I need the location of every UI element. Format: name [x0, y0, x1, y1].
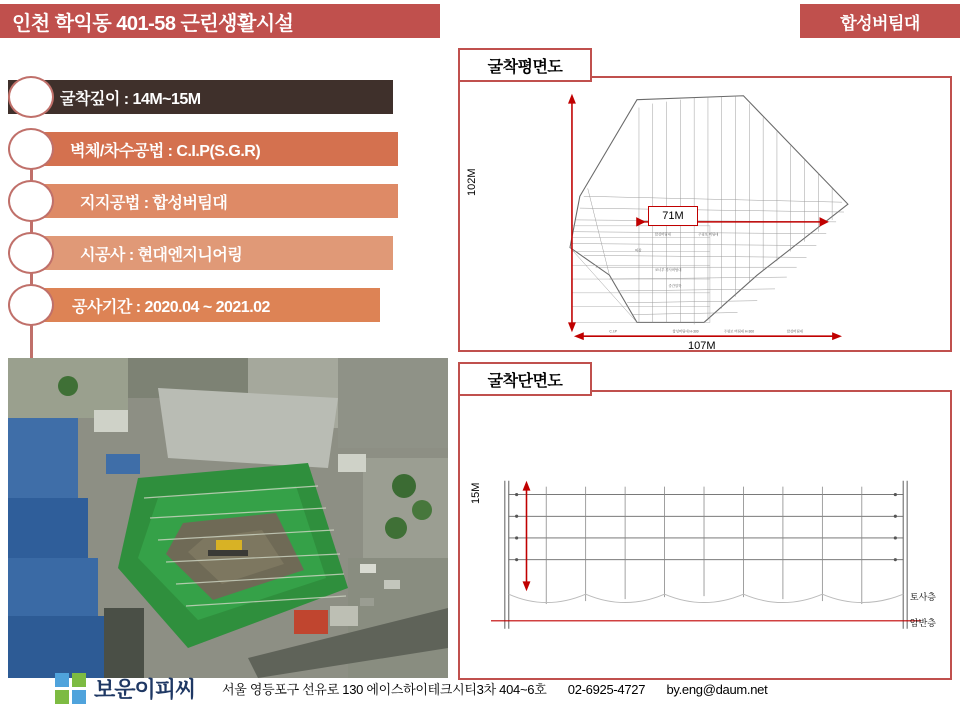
footer: [0, 668, 960, 714]
project-title-bar: [0, 4, 440, 38]
svg-text:띠장: 띠장: [635, 248, 642, 253]
plan-horizontal-dimension: 107M: [688, 340, 716, 352]
footer-address: 서울 영등포구 선유로 130 에이스하이테크시티3차 404~6호: [222, 682, 547, 697]
list-item: [20, 288, 380, 322]
tab-plan-label: 굴착평면도: [487, 58, 563, 76]
method-badge: [800, 4, 960, 38]
project-info-list: [8, 76, 458, 346]
svg-text:주형보 버팀대 H-300: 주형보 버팀대 H-300: [723, 329, 755, 334]
footer-email: by.eng@daum.net: [666, 682, 768, 697]
logo-icon: [55, 673, 86, 704]
section-vertical-dimension: 15M: [470, 482, 482, 504]
svg-text:합성버팀대 H-300: 합성버팀대 H-300: [672, 329, 699, 334]
svg-text:중간말뚝: 중간말뚝: [668, 283, 682, 288]
tab-section-label: 굴착단면도: [487, 372, 563, 390]
site-photo-svg: [8, 358, 448, 678]
footer-phone: 02-6925-4727: [567, 682, 646, 697]
list-item: [18, 132, 398, 166]
bullet-circle: [8, 128, 54, 170]
info-bar-contractor: 시공사 : 현대엔지니어링: [28, 236, 393, 270]
svg-text:합성버팀대: 합성버팀대: [786, 329, 803, 334]
svg-text:주형보 버팀대: 주형보 버팀대: [698, 232, 719, 237]
svg-text:코너부 경사버팀대: 코너부 경사버팀대: [654, 268, 682, 273]
company-logo: [55, 673, 195, 704]
tab-section-drawing[interactable]: [458, 362, 592, 396]
info-bar-period: 공사기간 : 2020.04 ~ 2021.02: [20, 288, 380, 322]
list-item: [28, 184, 398, 218]
plan-vertical-dimension: 102M: [466, 168, 478, 196]
bullet-circle: [8, 284, 54, 326]
plan-drawing-svg: [460, 78, 950, 350]
soil-layer-label: 토사층: [909, 592, 936, 602]
status-badge: 합성버팀대: [840, 13, 920, 33]
bullet-circle: [8, 232, 54, 274]
plan-callout-71m: 71M: [648, 206, 698, 226]
tab-plan-drawing[interactable]: [458, 48, 592, 82]
rock-layer-label: 암반층: [909, 618, 936, 628]
bullet-circle: [8, 180, 54, 222]
plan-drawing-panel: [458, 76, 952, 352]
list-item: [8, 80, 393, 114]
page-title: 인천 학익동 401-58 근린생활시설: [12, 12, 294, 35]
bullet-circle: [8, 76, 54, 118]
info-bar-wall-method: 벽체/차수공법 : C.I.P(S.G.R): [18, 132, 398, 166]
svg-text:합성버팀대: 합성버팀대: [654, 232, 671, 237]
company-name: 보운이피씨: [94, 677, 196, 702]
svg-text:C.I.P: C.I.P: [609, 329, 617, 334]
section-drawing-svg: [460, 392, 950, 678]
list-item: [28, 236, 393, 270]
site-aerial-photo: [8, 358, 448, 678]
info-bar-support-method: 지지공법 : 합성버팀대: [28, 184, 398, 218]
footer-contact: [222, 679, 785, 698]
section-drawing-panel: [458, 390, 952, 680]
info-bar-depth: 굴착깊이 : 14M~15M: [8, 80, 393, 114]
